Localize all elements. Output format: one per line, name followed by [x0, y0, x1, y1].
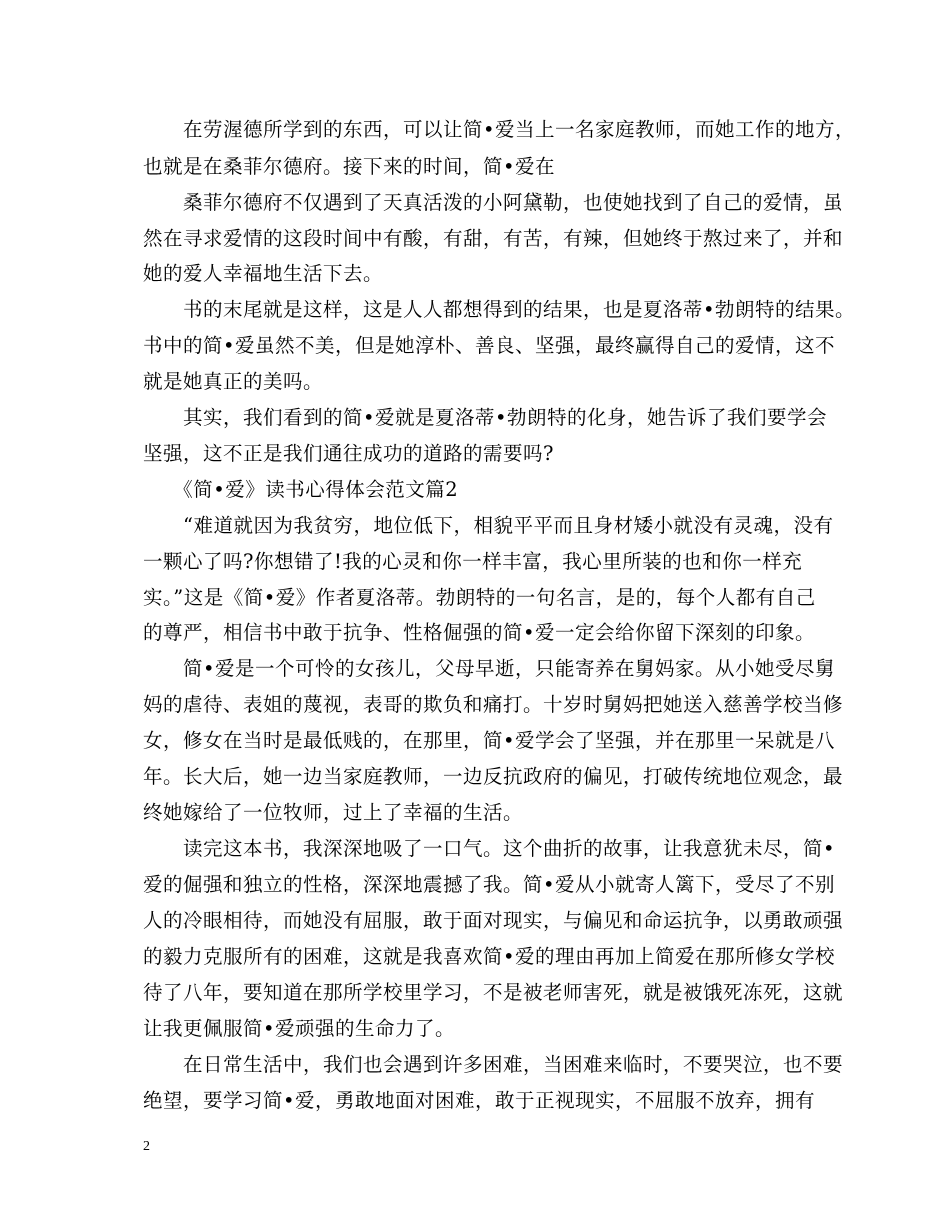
text-line: 然在寻求爱情的这段时间中有酸，有甜，有苦，有辣，但她终于熬过来了，并和	[143, 227, 844, 250]
page-number: 2	[143, 1139, 150, 1154]
text-line: 的毅力克服所有的困难，这就是我喜欢简•爱的理由再加上简爱在那所修女学校	[143, 945, 836, 968]
text-line: 也就是在桑菲尔德府。接下来的时间，简•爱在	[143, 155, 556, 178]
text-line: 在劳渥德所学到的东西，可以让简•爱当上一名家庭教师，而她工作的地方，	[143, 118, 856, 141]
text-line: 就是她真正的美吗。	[143, 370, 324, 393]
text-line: 绝望，要学习简•爱，勇敢地面对困难，敢于正视现实，不屈服不放弃，拥有	[143, 1089, 816, 1112]
text-line: 的尊严，相信书中敢于抗争、性格倔强的简•爱一定会给你留下深刻的印象。	[143, 621, 816, 644]
text-line: 读完这本书，我深深地吸了一口气。这个曲折的故事，让我意犹未尽，简•	[143, 837, 836, 860]
text-line: 一颗心了吗?你想错了!我的心灵和你一样丰富，我心里所装的也和你一样充	[143, 550, 803, 573]
text-line: 爱的倔强和独立的性格，深深地震撼了我。简•爱从小就寄人篱下，受尽了不别	[143, 873, 836, 896]
text-line: 妈的虐待、表姐的蔑视，表哥的欺负和痛打。十岁时舅妈把她送入慈善学校当修	[143, 693, 844, 716]
text-line: 让我更佩服简•爱顽强的生命力了。	[143, 1017, 456, 1040]
text-line: 实。”这是《简•爱》作者夏洛蒂。勃朗特的一句名言，是的，每个人都有自己	[143, 586, 816, 609]
section-heading: 《简•爱》读书心得体会范文篇2	[143, 478, 459, 501]
text-line: 她的爱人幸福地生活下去。	[143, 262, 384, 285]
text-line: 人的冷眼相待，而她没有屈服，敢于面对现实，与偏见和命运抗争，以勇敢顽强	[143, 909, 844, 932]
text-line: 坚强，这不正是我们通往成功的道路的需要吗?	[143, 442, 554, 465]
text-line: 桑菲尔德府不仅遇到了天真活泼的小阿黛勒，也使她找到了自己的爱情，虽	[143, 191, 844, 214]
text-line: 待了八年，要知道在那所学校里学习，不是被老师害死，就是被饿死冻死，这就	[143, 981, 844, 1004]
text-line: 在日常生活中，我们也会遇到许多困难，当困难来临时，不要哭泣，也不要	[143, 1053, 844, 1076]
text-line: 年。长大后，她一边当家庭教师，一边反抗政府的偏见，打破传统地位观念，最	[143, 765, 844, 788]
text-line: “难道就因为我贫穷，地位低下，相貌平平而且身材矮小就没有灵魂，没有	[143, 514, 834, 537]
text-line: 书中的简•爱虽然不美，但是她淳朴、善良、坚强，最终赢得自己的爱情，这不	[143, 334, 836, 357]
text-line: 其实，我们看到的简•爱就是夏洛蒂•勃朗特的化身，她告诉了我们要学会	[143, 406, 828, 429]
text-line: 书的末尾就是这样，这是人人都想得到的结果，也是夏洛蒂•勃朗特的结果。	[143, 298, 856, 321]
text-line: 简•爱是一个可怜的女孩儿，父母早逝，只能寄养在舅妈家。从小她受尽舅	[143, 657, 836, 680]
text-line: 女，修女在当时是最低贱的，在那里，简•爱学会了坚强，并在那里一呆就是八	[143, 729, 836, 752]
text-line: 终她嫁给了一位牧师，过上了幸福的生活。	[143, 801, 524, 824]
